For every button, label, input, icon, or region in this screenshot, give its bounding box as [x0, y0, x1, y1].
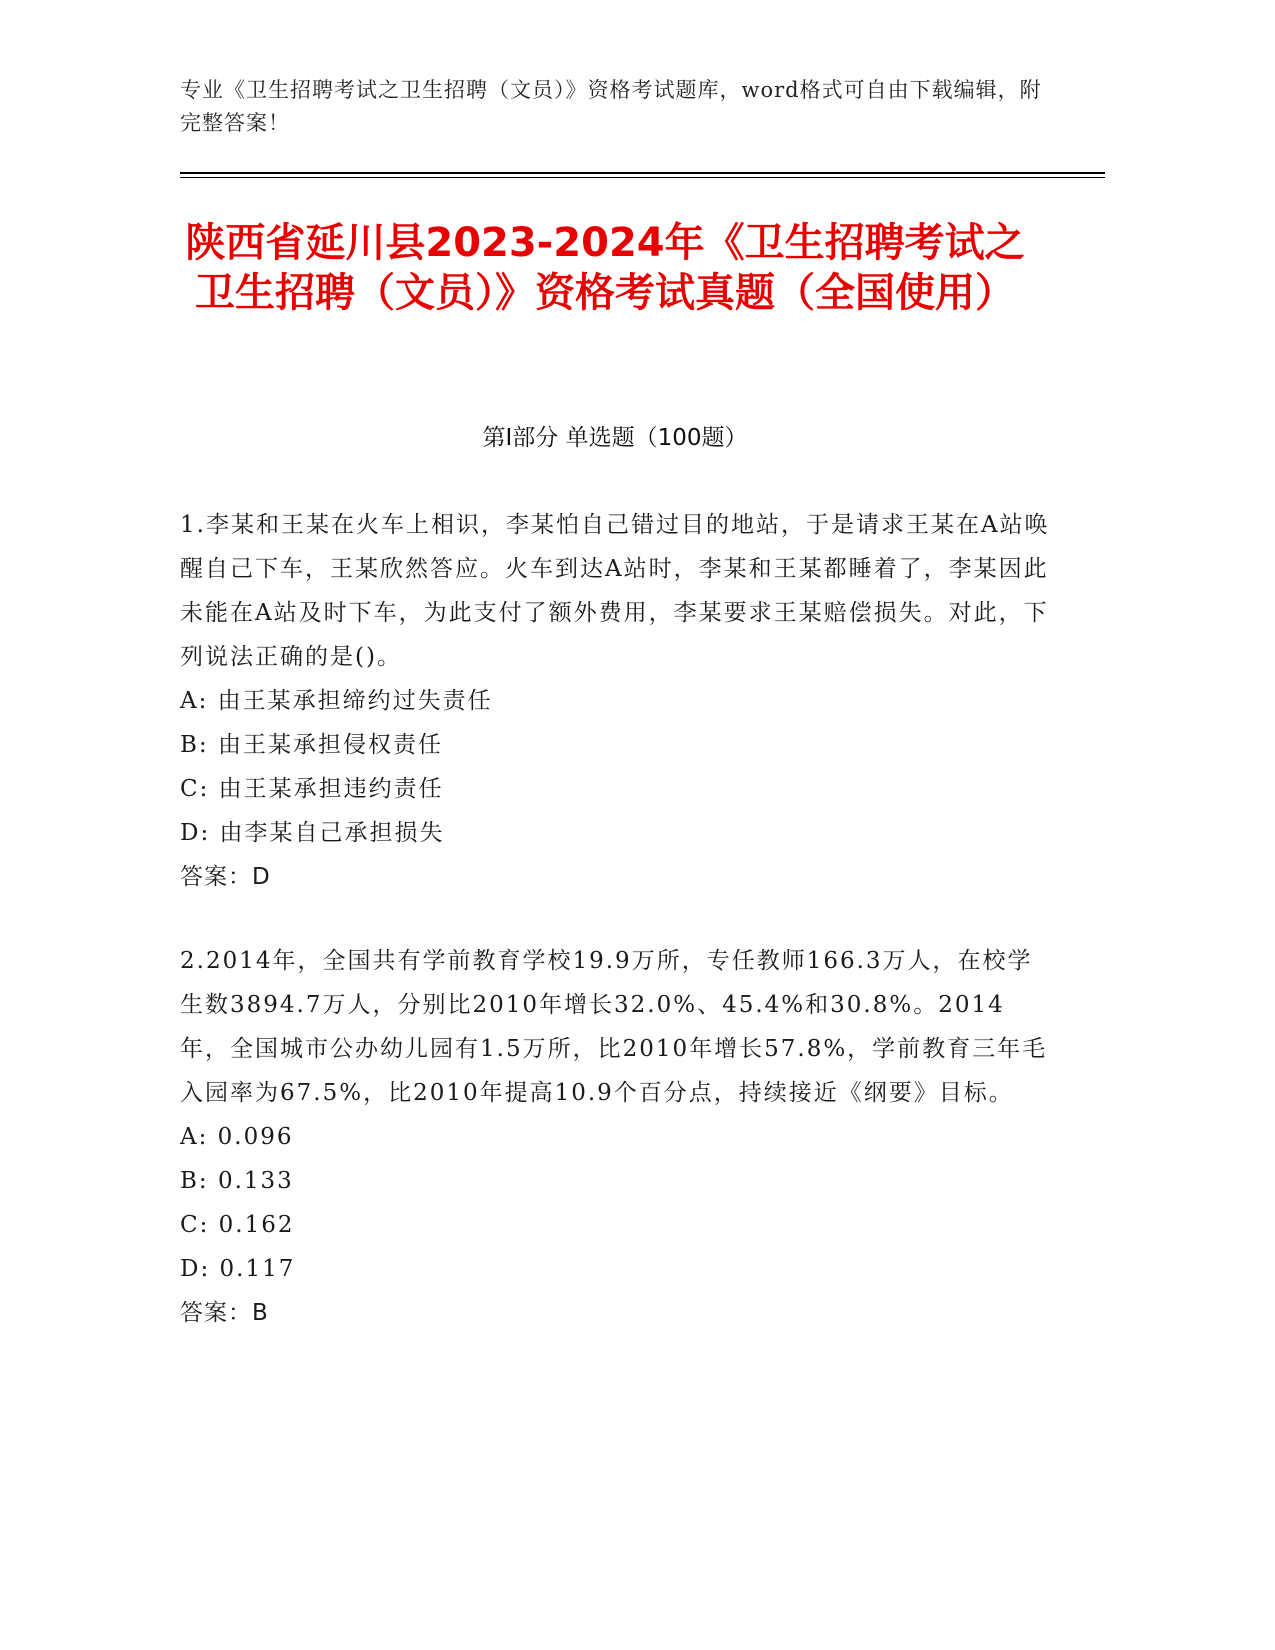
option-a: A: 0.096 [180, 1124, 294, 1150]
option-b: B: 由王某承担侵权责任 [180, 732, 443, 758]
option-c: C: 由王某承担违约责任 [180, 776, 444, 802]
answer: 答案：D [180, 864, 271, 890]
option-c: C: 0.162 [180, 1212, 295, 1238]
option-d: D: 0.117 [180, 1256, 296, 1282]
question-1 [180, 503, 1050, 899]
question-text: 2.2014年，全国共有学前教育学校19.9万所，专任教师166.3万人，在校学生数3894.7万人，分别比2010年增长32.0%、45.4%和30.8%。2014年，全国城市公办幼儿园有1.5万所，比2010年增长57.8%，学前教育三年毛入园率为67.5%，比2010年提高10.9个百分点，持续接近《纲要》目标。 [180, 948, 1048, 1106]
header-divider-thin [180, 177, 1105, 178]
section-heading: 第Ⅰ部分 单选题（100题） [482, 425, 748, 451]
option-a: A: 由王某承担缔约过失责任 [180, 688, 493, 714]
question-text: 1.李某和王某在火车上相识，李某怕自己错过目的地站，于是请求王某在A站唤醒自己下车，王某欣然答应。火车到达A站时，李某和王某都睡着了，李某因此未能在A站及时下车，为此支付了额外费用，李某要求王某赔偿损失。对此，下列说法正确的是()。 [180, 512, 1050, 670]
document-title: 陕西省延川县2023-2024年《卫生招聘考试之卫生招聘（文员）》资格考试真题（全国使用） [185, 220, 1025, 316]
header-note: 专业《卫生招聘考试之卫生招聘（文员）》资格考试题库，word格式可自由下载编辑，附完整答案！ [180, 78, 1042, 135]
header-divider-thick [180, 172, 1105, 174]
question-2 [180, 939, 1050, 1335]
answer: 答案：B [180, 1300, 269, 1326]
option-b: B: 0.133 [180, 1168, 294, 1194]
option-d: D: 由李某自己承担损失 [180, 820, 445, 846]
